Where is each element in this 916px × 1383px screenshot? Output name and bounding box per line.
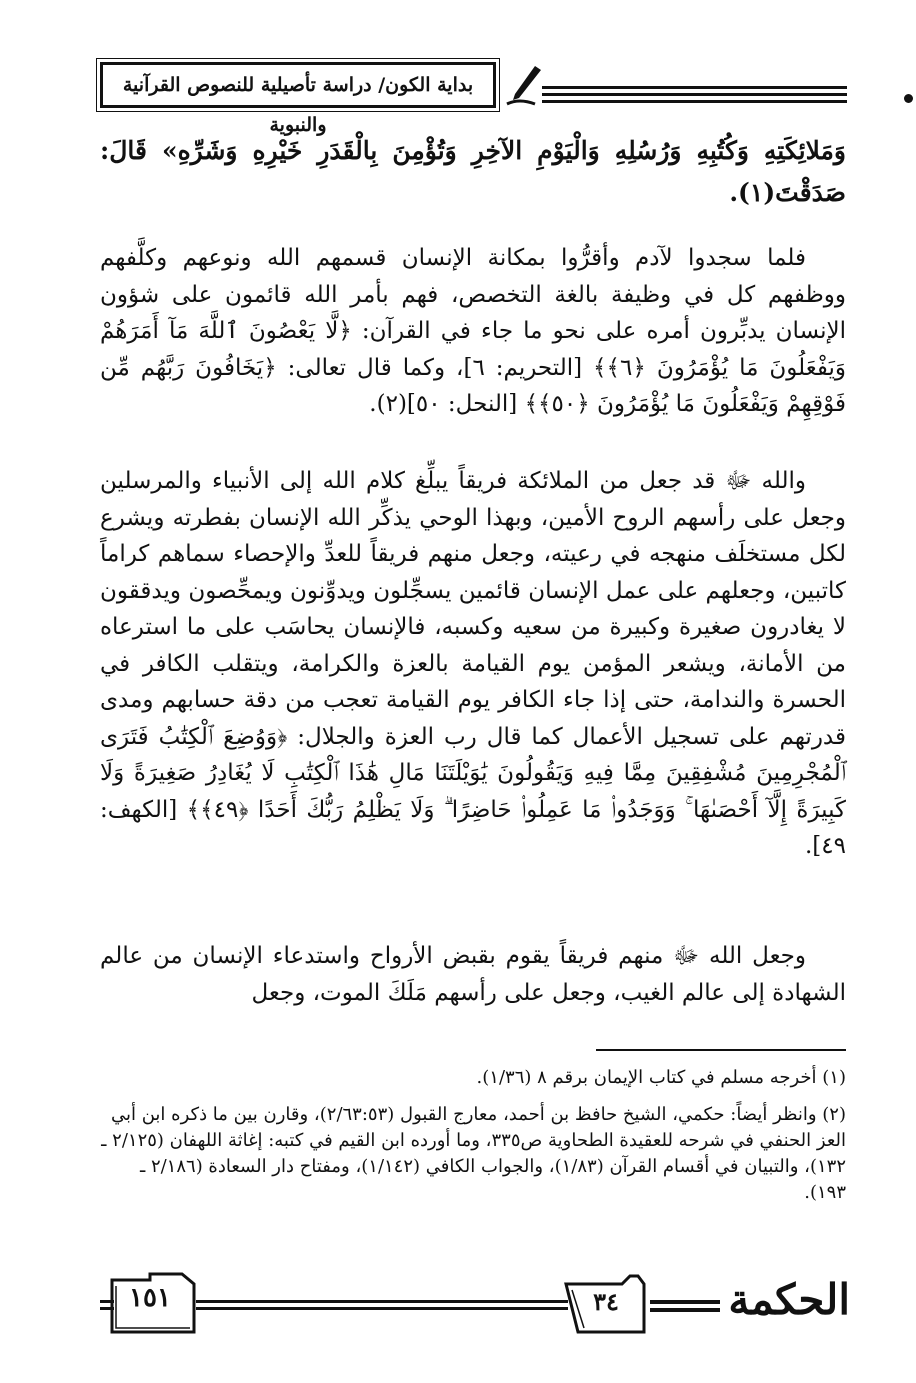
journal-logo: الحكمة	[728, 1275, 850, 1324]
paragraph-2: فلما سجدوا لآدم وأقرُّوا بمكانة الإنسان قسمهم الله ونوعهم وكلَّفهم ووظفهم كل في وظيفة بالغة التخصص، فهم بأمر الله قائمون على شؤون الإنسان يدبِّرون أمره على نحو ما جاء في القرآن: ﴿لَّا يَعْصُونَ ٱللَّهَ مَآ أَمَرَهُمْ وَيَفْعَلُونَ مَا يُؤْمَرُونَ ﴿٦﴾﴾ [التحريم: ٦]، وكما قال تعالى: ﴿يَخَافُونَ رَبَّهُم مِّن فَوْقِهِمْ وَيَفْعَلُونَ مَا يُؤْمَرُونَ ﴿٥٠﴾﴾ [النحل: ٥٠](٢).	[100, 245, 846, 417]
issue-number: ٣٤	[593, 1287, 619, 1316]
paragraph-2-block	[100, 240, 846, 423]
pen-icon	[505, 64, 543, 108]
paragraph-3: والله ﷻ قد جعل من الملائكة فريقاً يبلِّغ كلام الله إلى الأنبياء والمرسلين وجعل على رأسهم الروح الأمين، وبهذا الوحي يذكِّر الله الإنسان بفطرته ويشرع لكل مستخلَف منهجه في رعيته، وجعل منهم فريقاً للعدِّ والإحصاء سماهم كراماً كاتبين، وجعلهم على عمل الإنسان قائمين يسجِّلون ويدوِّنون ويمحِّصون ويدققون لا يغادرون صغيرة وكبيرة من سعيه وكسبه، فالإنسان يحاسَب على ما استرعاه من الأمانة، ويشعر المؤمن يوم القيامة بالعزة والكرامة، ويتقلب الكافر في الحسرة والندامة، حتى إذا جاء الكافر يوم القيامة تعجب من دقة حسابهم ومدى قدرتهم على تسجيل الأعمال كما قال رب العزة والجلال: ﴿وَوُضِعَ ٱلْكِتَٰبُ فَتَرَى ٱلْمُجْرِمِينَ مُشْفِقِينَ مِمَّا فِيهِ وَيَقُولُونَ يَٰوَيْلَتَنَا مَالِ هَٰذَا ٱلْكِتَٰبِ لَا يُغَادِرُ صَغِيرَةً وَلَا كَبِيرَةً إِلَّآ أَحْصَىٰهَا ۚ وَوَجَدُوا۟ مَا عَمِلُوا۟ حَاضِرًا ۗ وَلَا يَظْلِمُ رَبُّكَ أَحَدًا ﴿٤٩﴾﴾ [الكهف: ٤٩].	[100, 468, 846, 859]
paragraph-3-block	[100, 463, 846, 865]
paragraph-4: وجعل الله ﷻ منهم فريقاً يقوم بقبض الأرواح واستدعاء الإنسان من عالم الشهادة إلى عالم الغيب، وجعل على رأسهم مَلَكَ الموت، وجعل	[100, 943, 846, 1006]
running-header	[100, 62, 496, 136]
page-number: ١٥١	[129, 1283, 171, 1313]
paragraph-4-block	[100, 938, 846, 1011]
footnote-1: (١) أخرجه مسلم في كتاب الإيمان برقم ٨ (١/٣٦).	[476, 1067, 846, 1088]
footnote-rule	[596, 1049, 846, 1051]
header-rule	[542, 86, 847, 107]
running-header-title: بداية الكون/ دراسة تأصيلية للنصوص القرآنية والنبوية	[122, 74, 474, 136]
margin-dot	[904, 94, 913, 103]
body-text	[100, 130, 846, 214]
paragraph-1: وَمَلائِكَتِهِ وَكُتُبِهِ وَرُسُلِهِ وَالْيَوْمِ الآخِرِ وَتُؤْمِنَ بِالْقَدَرِ خَيْرِهِ وَشَرِّهِ» قَالَ: صَدَقْتَ(١).	[100, 136, 846, 207]
footnote-2: (٢) وانظر أيضاً: حكمي، الشيخ حافظ بن أحمد، معارج القبول (٢/٦٣:٥٣)، وقارن بين ما ذكره ابن أبي العز الحنفي في شرحه للعقيدة الطحاوية ص٣٣٥، وما أورده ابن القيم في كتبه: إغاثة اللهفان (٢/١٢٥ ـ ١٣٢)، والتبيان في أقسام القرآن (١/٨٣)، والجواب الكافي (١/١٤٢)، ومفتاح دار السعادة (٢/١٨٦ ـ ١٩٣).	[101, 1104, 846, 1203]
